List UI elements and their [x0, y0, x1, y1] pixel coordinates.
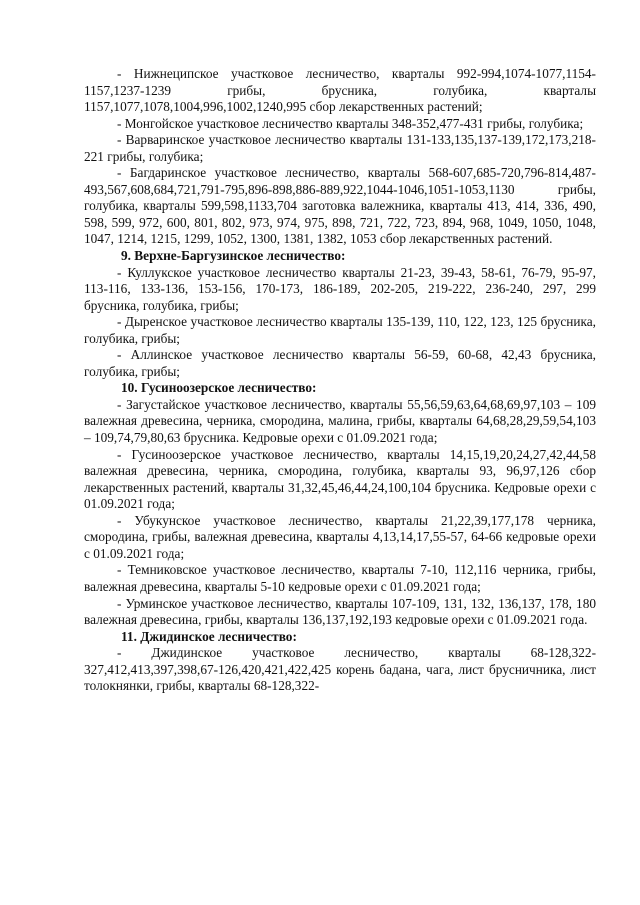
- item-allinskoe: - Аллинское участковое лесничество кварталы 56-59, 60-68, 42,43 брусника, голубика, грибы;: [84, 347, 596, 379]
- item-dzhidinskoe: - Джидинское участковое лесничество, кварталы 68-128,322-327,412,413,397,398,67-126,420,421,422,425 корень бадана, чага, лист брусничника, лист толокнянки, грибы, кварталы 68-128,322-: [84, 645, 596, 694]
- item-kullukskoe: - Куллукское участковое лесничество кварталы 21-23, 39-43, 58-61, 76-79, 95-97, 113-116, 133-136, 153-156, 170-173, 186-189, 202-205, 219-222, 236-240, 297, 299 брусника, голубика, грибы;: [84, 264, 596, 313]
- item-gusinoozerskoe: - Гусиноозерское участковое лесничество, кварталы 14,15,19,20,24,27,42,44,58 валежная древесина, черника, смородина, голубика, кварталы 93, 96,97,126 сбор лекарственных растений, кварталы 31,32,45,46,44,24,100,104 брусника. Кедровые орехи с 01.09.2021 года;: [84, 446, 596, 512]
- section-heading-11: 11. Джидинское лесничество:: [121, 628, 297, 644]
- item-nizhnetsipskoe: - Нижнеципское участковое лесничество, кварталы 992-994,1074-1077,1154-1157,1237-1239 грибы, брусника, голубика, кварталы 1157,1077,1078,1004,996,1002,1240,995 сбор лекарственных растений;: [84, 66, 596, 115]
- item-temnikovskoe: - Темниковское участковое лесничество, кварталы 7-10, 112,116 черника, грибы, валежная древесина, кварталы 5-10 кедровые орехи с 01.09.2021 года;: [84, 562, 596, 594]
- item-zagustayskoe: - Загустайское участковое лесничество, кварталы 55,56,59,63,64,68,69,97,103 – 109 валежная древесина, черника, смородина, малина, грибы, кварталы 64,68,28,29,59,54,103 – 109,74,79,80,63 брусника. Кедровые орехи с 01.09.2021 года;: [84, 396, 596, 446]
- item-ubukunskoe: - Убукунское участковое лесничество, кварталы 21,22,39,177,178 черника, смородина, грибы, валежная древесина, кварталы 4,13,14,17,55-57, 64-66 кедровые орехи с 01.09.2021 года;: [84, 512, 596, 561]
- section-heading-9: 9. Верхне-Баргузинское лесничество:: [121, 248, 346, 264]
- item-mongoyskoe: - Монгойское участковое лесничество кварталы 348-352,477-431 грибы, голубика;: [117, 115, 584, 131]
- section-heading-10: 10. Гусиноозерское лесничество:: [121, 380, 317, 396]
- item-bagdarinskoe: - Багдаринское участковое лесничество, кварталы 568-607,685-720,796-814,487-493,567,608,684,721,791-795,896-898,886-889,922,1044-1046,1051-1053,1130 грибы, голубика, кварталы 599,598,1133,704 заготовка валежника, кварталы 413, 414, 336, 490, 598, 599, 972, 600, 801, 802, 973, 974, 975, 898, 721, 722, 723, 894, 968, 1049, 1050, 1048, 1047, 1214, 1215, 1299, 1052, 1300, 1381, 1382, 1053 сбор лекарственных растений.: [84, 165, 596, 247]
- item-dyrenskoe: - Дыренское участковое лесничество кварталы 135-139, 110, 122, 123, 125 брусника, голубика, грибы;: [84, 314, 596, 346]
- item-varvarinskoe: - Варваринское участковое лесничество кварталы 131-133,135,137-139,172,173,218-221 грибы, голубика;: [84, 132, 596, 164]
- item-urminskoe: - Урминское участковое лесничество, кварталы 107-109, 131, 132, 136,137, 178, 180 валежная древесина, грибы, кварталы 136,137,192,193 кедровые орехи с 01.09.2021 года.: [84, 595, 596, 628]
